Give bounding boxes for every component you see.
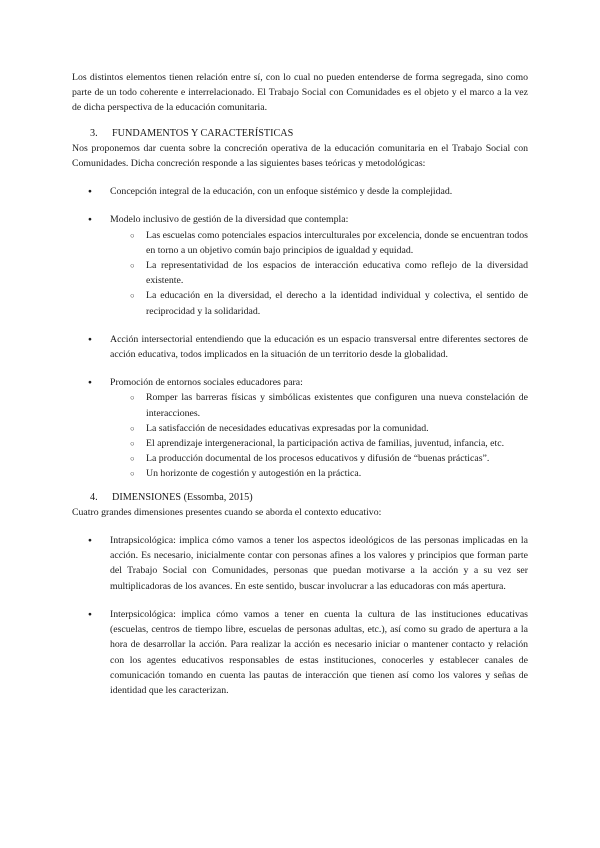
section-4-intro: Cuatro grandes dimensiones presentes cuando se aborda el contexto educativo: xyxy=(72,506,382,518)
section-3-list xyxy=(72,184,528,199)
sub-list-item: ○ Las escuelas como potenciales espacios interculturales por excelencia, donde se encuentran todos en torno a un objetivo común bajo principios de igualdad y equidad. xyxy=(72,228,528,258)
intro-paragraph: Los distintos elementos tienen relación entre sí, con lo cual no pueden entenderse de forma segregada, sino como parte de un todo coherente e interrelacionado. El Trabajo Social con Comunidades es el objeto y el marco a la vez de dicha perspectiva de la educación comunitaria. xyxy=(72,72,528,114)
list-item xyxy=(72,375,528,390)
list-item-text: Promoción de entornos sociales educadores para: xyxy=(110,377,303,389)
section-3-intro: Nos proponemos dar cuenta sobre la concreción operativa de la educación comunitaria en el Trabajo Social con Comunidades. Dicha concreción responde a las siguientes bases teóricas y metodológicas: xyxy=(72,142,528,170)
sub-list-item: ○ La representatividad de los espacios de interacción educativa como reflejo de la diversidad existente. xyxy=(72,258,528,288)
sub-list-item: ○ La producción documental de los procesos educativos y difusión de “buenas prácticas”. xyxy=(72,451,528,466)
list-item: ● Acción intersectorial entendiendo que la educación es un espacio transversal entre diferentes sectores de acción educativa, todos implicados en la situación de un territorio desde la globalidad. xyxy=(72,332,528,362)
sub-list-item: ○ Un horizonte de cogestión y autogestión en la práctica. xyxy=(72,466,528,481)
list-item-text: Modelo inclusivo de gestión de la diversidad que contempla: xyxy=(110,214,349,226)
section-4-number: 4. xyxy=(90,491,98,503)
section-3-list xyxy=(72,332,528,362)
sub-list xyxy=(72,228,528,319)
section-3-list xyxy=(72,212,528,227)
section-4-list xyxy=(72,533,528,594)
sub-list-item: ○ Romper las barreras físicas y simbólicas existentes que configuren una nueva constelación de interacciones. xyxy=(72,390,528,420)
section-3-number: 3. xyxy=(90,127,98,139)
section-3-title: FUNDAMENTOS Y CARACTERÍSTICAS xyxy=(112,127,294,139)
sub-list-item: ○ La educación en la diversidad, el derecho a la identidad individual y colectiva, el sentido de reciprocidad y la solidaridad. xyxy=(72,288,528,318)
section-4-heading xyxy=(72,490,528,505)
section-3-heading xyxy=(72,126,528,141)
sub-list-item: ○ La satisfacción de necesidades educativas expresadas por la comunidad. xyxy=(72,421,528,436)
list-item xyxy=(72,212,528,227)
list-item: ● Concepción integral de la educación, con un enfoque sistémico y desde la complejidad. xyxy=(72,184,528,199)
sub-list-item: ○ El aprendizaje intergeneracional, la participación activa de familias, juventud, infancia, etc. xyxy=(72,436,528,451)
section-3-list xyxy=(72,375,528,390)
section-4-title: DIMENSIONES (Essomba, 2015) xyxy=(112,491,253,503)
document-page xyxy=(72,70,528,698)
list-item: ● Intrapsicológica: implica cómo vamos a tener los aspectos ideológicos de las personas implicadas en la acción. Es necesario, inicialmente contar con personas afines a los valores y principios que forman parte del Trabajo Social con Comunidades, personas que puedan motivarse a la acción y a su vez ser multiplicadoras de los avances. En este sentido, buscar involucrar a las educadoras con más apertura. xyxy=(72,533,528,594)
sub-list xyxy=(72,390,528,481)
list-item: ● Interpsicológica: implica cómo vamos a tener en cuenta la cultura de las instituciones educativas (escuelas, centros de tiempo libre, escuelas de personas adultas, etc.), así como su grado de apertura a la hora de desarrollar la acción. Para realizar la acción es necesario iniciar o mantener contacto y relación con los agentes educativos responsables de estas instituciones, conocerles y establecer canales de comunicación tomando en cuenta las pautas de interacción que tienen así como los valores y señas de identidad que les caracterizan. xyxy=(72,607,528,698)
section-4-list xyxy=(72,607,528,698)
